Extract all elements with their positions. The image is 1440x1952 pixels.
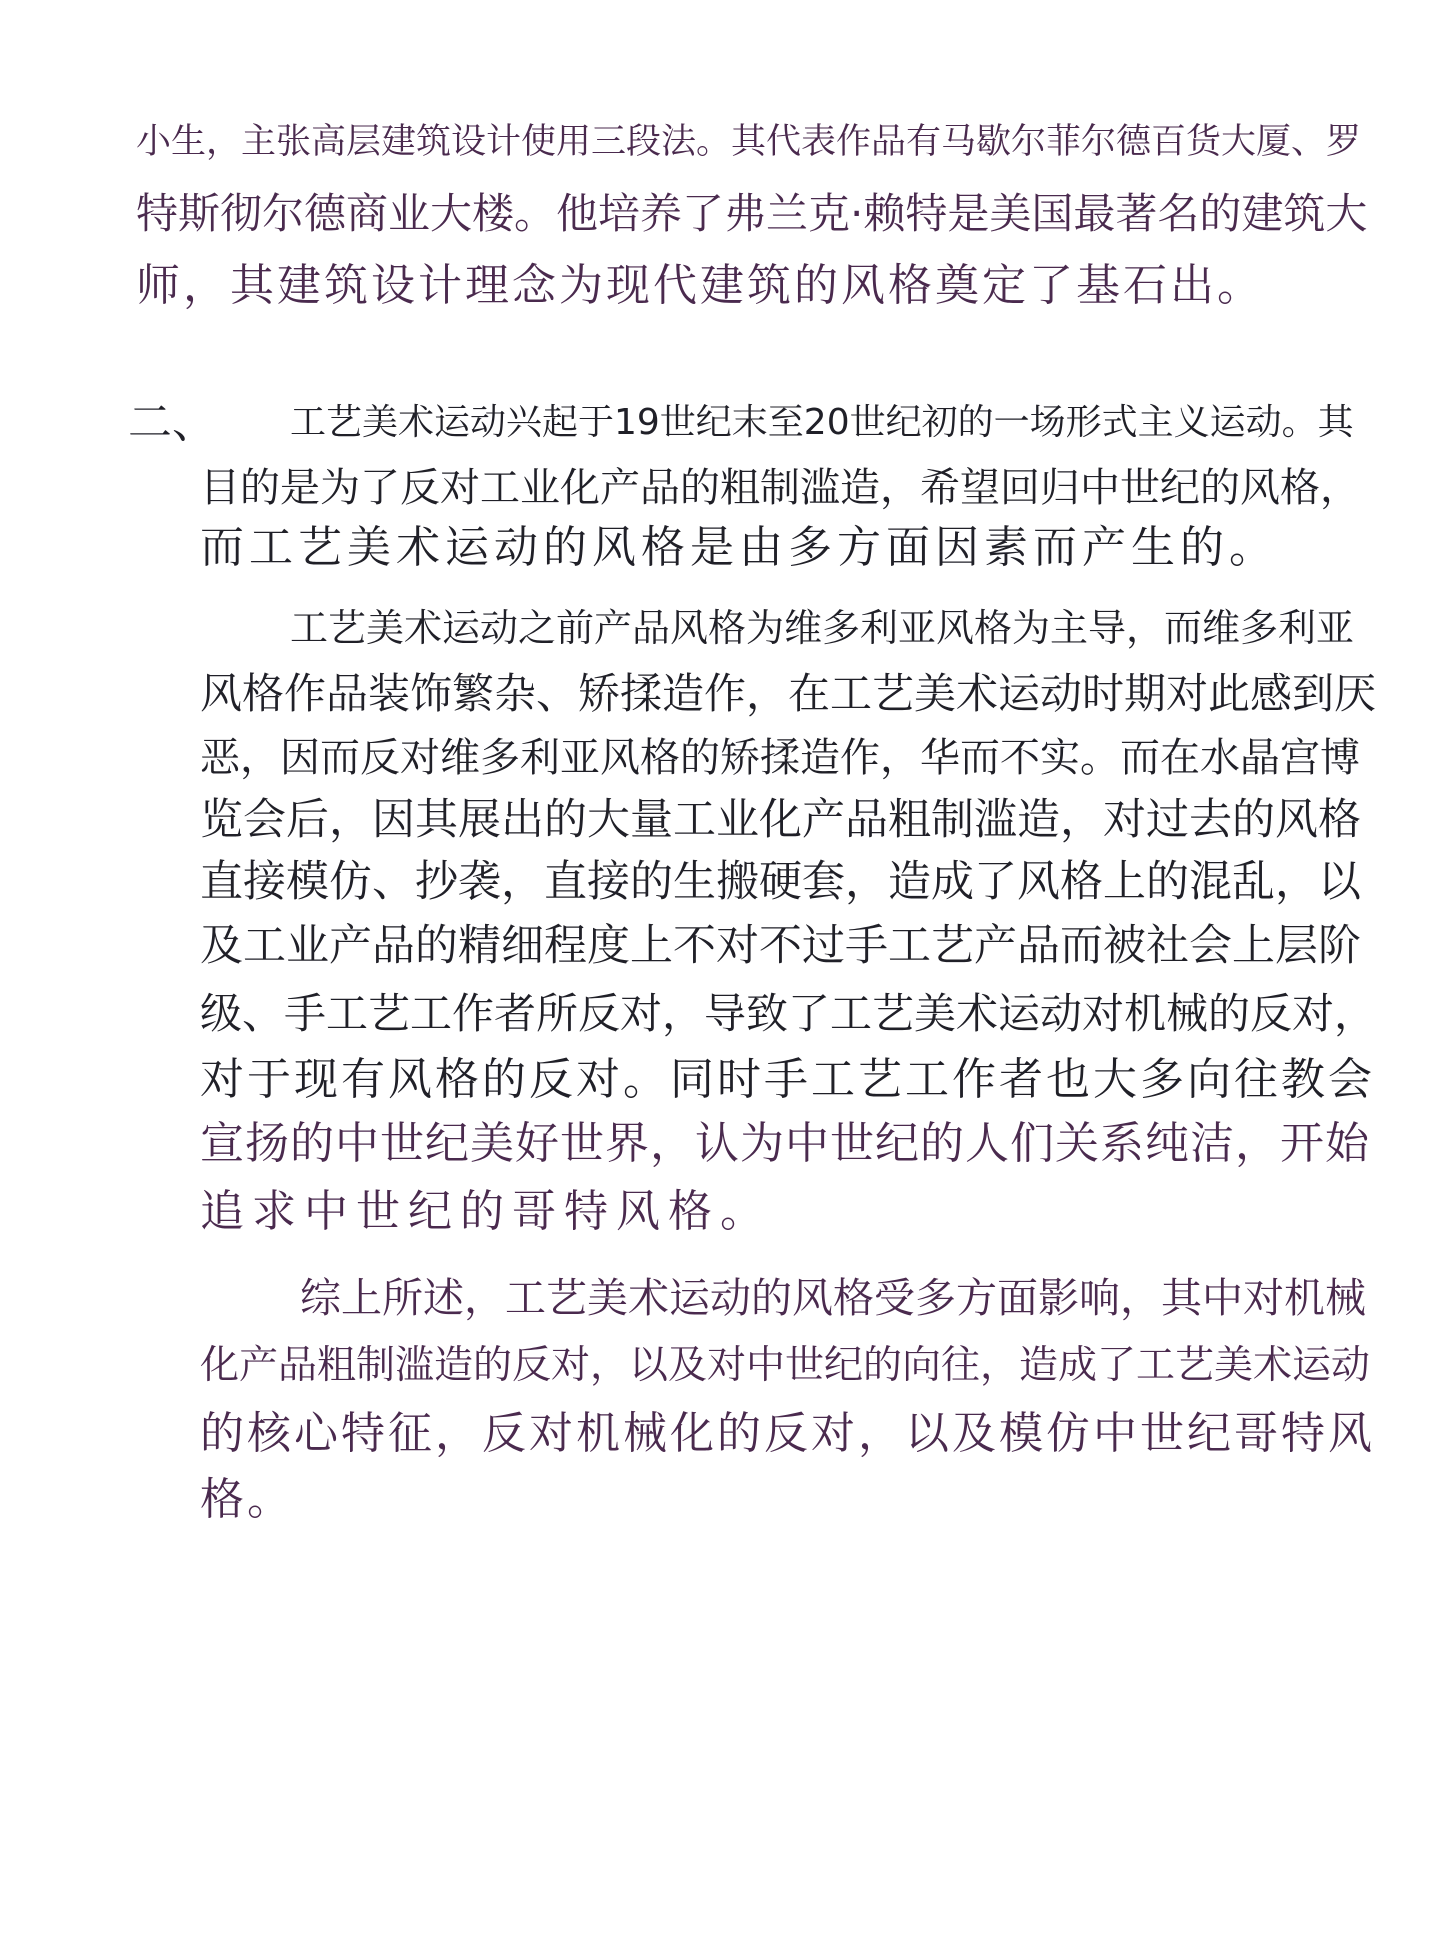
para3-line-3: 的核心特征，反对机械化的反对，以及模仿中世纪哥特风 bbox=[200, 1408, 1375, 1459]
para1-line-1: 工艺美术运动兴起于19世纪末至20世纪初的一场形式主义运动。其 bbox=[290, 402, 1354, 443]
para0-line-1: 小生，主张高层建筑设计使用三段法。其代表作品有马歇尔菲尔德百货大厦、罗 bbox=[136, 122, 1362, 162]
para2-line-8: 对于现有风格的反对。同时手工艺工作者也大多向往教会 bbox=[200, 1054, 1375, 1105]
para1-line-3: 而工艺美术运动的风格是由多方面因素而产生的。 bbox=[200, 522, 1278, 573]
section-number: 二、 bbox=[128, 397, 216, 448]
para2-line-5: 直接模仿、抄袭，直接的生搬硬套，造成了风格上的混乱，以 bbox=[200, 857, 1361, 907]
para1-line-2: 目的是为了反对工业化产品的粗制滥造，希望回归中世纪的风格， bbox=[200, 465, 1360, 511]
para3-line-2: 化产品粗制滥造的反对，以及对中世纪的向往，造成了工艺美术运动 bbox=[200, 1343, 1371, 1388]
para2-line-6: 及工业产品的精细程度上不对不过手工艺产品而被社会上层阶 bbox=[200, 921, 1361, 971]
para2-line-3: 恶，因而反对维多利亚风格的矫揉造作，华而不实。而在水晶宫博 bbox=[200, 735, 1360, 781]
para2-line-4: 览会后，因其展出的大量工业化产品粗制滥造，对过去的风格 bbox=[200, 795, 1361, 845]
para0-line-2: 特斯彻尔德商业大楼。他培养了弗兰克·赖特是美国最著名的建筑大 bbox=[136, 189, 1368, 238]
para2-line-9: 宣扬的中世纪美好世界，认为中世纪的人们关系纯洁，开始 bbox=[200, 1118, 1370, 1169]
para2-line-2: 风格作品装饰繁杂、矫揉造作，在工艺美术运动时期对此感到厌 bbox=[200, 669, 1377, 718]
para2-line-10: 追求中世纪的哥特风格。 bbox=[200, 1186, 772, 1237]
para3-line-1: 综上所述，工艺美术运动的风格受多方面影响，其中对机械 bbox=[300, 1274, 1366, 1322]
para3-line-4: 格。 bbox=[200, 1474, 294, 1525]
para2-line-1: 工艺美术运动之前产品风格为维多利亚风格为主导，而维多利亚 bbox=[290, 606, 1355, 650]
para0-line-3: 师，其建筑设计理念为现代建筑的风格奠定了基石出。 bbox=[136, 260, 1264, 311]
para2-line-7: 级、手工艺工作者所反对，导致了工艺美术运动对机械的反对， bbox=[200, 989, 1377, 1038]
